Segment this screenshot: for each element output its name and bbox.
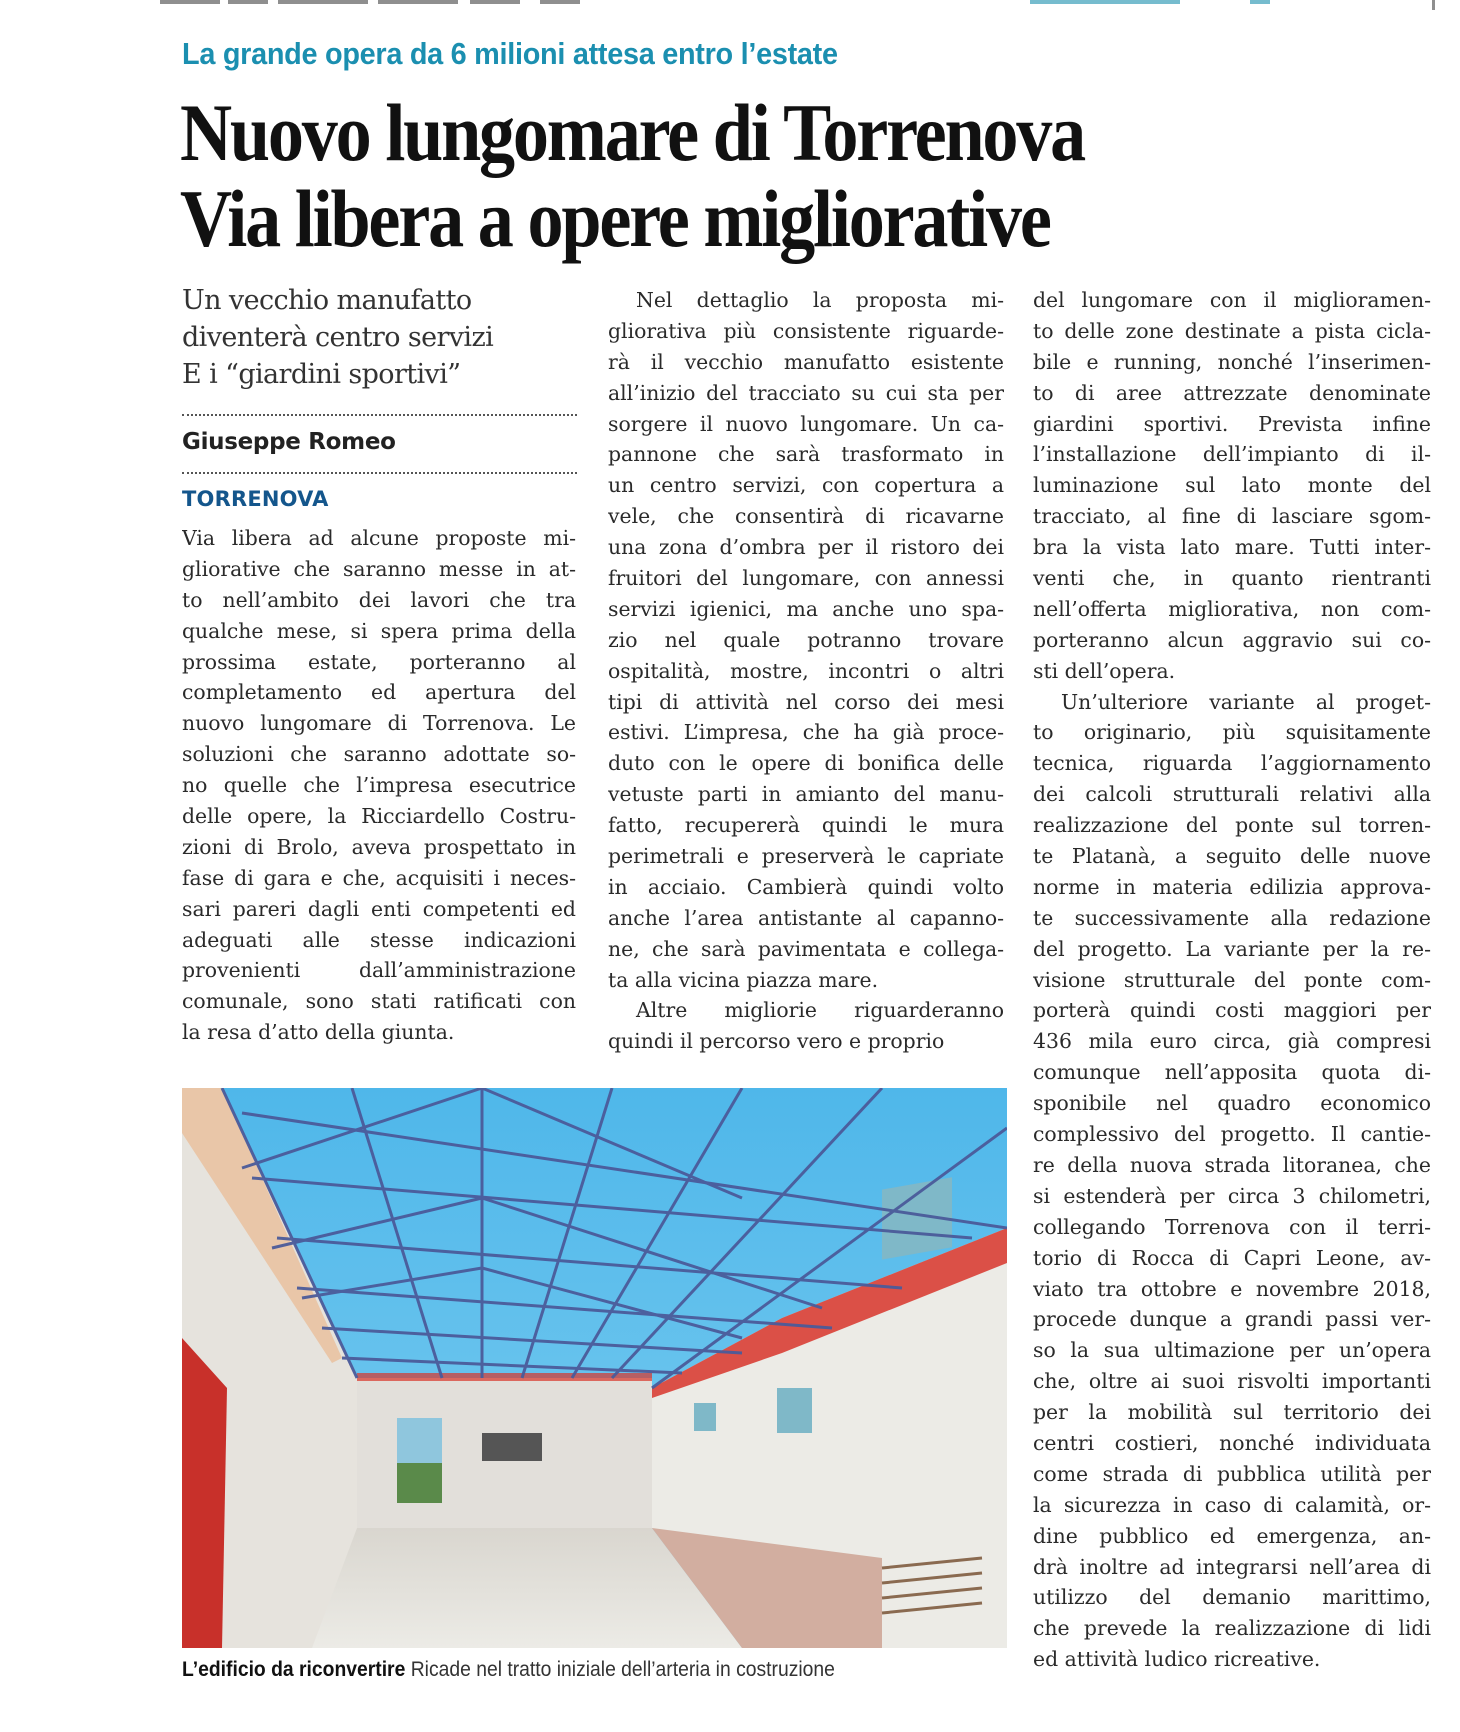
- body-line: sti dell’opera.: [1033, 658, 1176, 683]
- body-line: te Platanà, a seguito delle nuove: [1033, 844, 1431, 869]
- body-line: all’inizio del tracciato su cui sta per: [608, 380, 1004, 405]
- body-line: dine pubblico ed emergenza, an-: [1033, 1523, 1431, 1548]
- body-line: Via libera ad alcune proposte mi-: [182, 526, 576, 550]
- body-line: porterà quindi costi maggiori per: [1033, 998, 1431, 1023]
- body-line: re della nuova strada litoranea, che: [1033, 1152, 1431, 1177]
- body-line: quindi il percorso vero e proprio: [608, 1029, 945, 1054]
- body-line: to nell’ambito dei lavori che tra: [182, 587, 576, 612]
- body-line: no quelle che l’impresa esecutrice: [182, 773, 576, 798]
- body-line: torio di Rocca di Capri Leone, av-: [1033, 1245, 1431, 1270]
- body-line: te successivamente alla redazione: [1033, 905, 1431, 930]
- body-line: viato tra ottobre e novembre 2018,: [1033, 1276, 1431, 1301]
- body-line: pannone che sarà trasformato in: [608, 442, 1004, 467]
- body-line: sorgere il nuovo lungomare. Un ca-: [608, 411, 1004, 436]
- body-line: bile e running, nonché l’inserimen-: [1033, 349, 1431, 374]
- body-line: delle opere, la Ricciardello Costru-: [182, 804, 576, 829]
- dotted-divider: [182, 414, 577, 416]
- kicker: La grande opera da 6 milioni attesa entro l’estate: [182, 36, 838, 71]
- body-line: per la mobilità sul territorio dei: [1033, 1400, 1431, 1425]
- body-line: Nel dettaglio la proposta mi-: [636, 288, 1004, 312]
- body-line: to originario, più squisitamente: [1033, 720, 1431, 745]
- body-line: procede dunque a grandi passi ver-: [1033, 1307, 1431, 1332]
- body-line: come strada di pubblica utilità per: [1033, 1461, 1431, 1486]
- caption-title: L’edificio da riconvertire: [182, 1658, 406, 1681]
- headline-line-1: Nuovo lungomare di Torrenova: [180, 87, 1085, 178]
- body-line: perimetrali e preserverà le capriate: [608, 844, 1004, 869]
- body-line: collegando Torrenova con il terri-: [1033, 1214, 1431, 1239]
- body-line: che prevede la realizzazione di lidi: [1033, 1616, 1431, 1641]
- body-line: ed attività ludico ricreative.: [1033, 1647, 1321, 1672]
- body-line: comunque nell’apposita quota di-: [1033, 1060, 1431, 1085]
- body-line: prossima estate, porteranno al: [182, 649, 576, 674]
- body-line: servizi igienici, ma anche uno spa-: [608, 596, 1004, 621]
- body-line: soluzioni che saranno adottate so-: [182, 742, 576, 767]
- photo-building-interior: [182, 1088, 1007, 1648]
- body-column-2: [608, 285, 1004, 1057]
- body-line: rà il vecchio manufatto esistente: [608, 349, 1004, 374]
- body-line: completamento ed apertura del: [182, 680, 576, 705]
- headline-line-2: Via libera a opere migliorative: [180, 173, 1050, 264]
- body-line: fase di gara e che, acquisiti i neces-: [182, 865, 576, 890]
- body-column-3: [1033, 285, 1431, 1675]
- body-line: ospitalità, mostre, incontri o altri: [608, 658, 1004, 683]
- body-line: anche l’area antistante al capanno-: [608, 905, 1004, 930]
- body-line: zioni di Brolo, aveva prospettato in: [182, 834, 576, 859]
- body-line: l’installazione dell’impianto di il-: [1033, 442, 1431, 467]
- subhead-line: E i “giardini sportivi”: [182, 359, 461, 390]
- body-line: to delle zone destinate a pista cicla-: [1033, 318, 1431, 343]
- body-line: nell’offerta migliorativa, non com-: [1033, 596, 1431, 621]
- body-line: ta alla vicina piazza mare.: [608, 967, 879, 992]
- subhead-line: Un vecchio manufatto: [182, 285, 472, 316]
- body-line: sari pareri dagli enti competenti ed: [182, 896, 576, 921]
- caption-text: Ricade nel tratto iniziale dell’arteria in costruzione: [405, 1658, 835, 1681]
- body-line: tecnica, riguarda l’aggiornamento: [1033, 751, 1431, 776]
- body-line: sponibile nel quadro economico: [1033, 1091, 1431, 1116]
- body-column-1: [182, 523, 576, 1048]
- body-line: 436 mila euro circa, già compresi: [1033, 1029, 1431, 1054]
- body-line: estivi. L’impresa, che ha già proce-: [608, 720, 1004, 745]
- body-line: utilizzo del demanio marittimo,: [1033, 1585, 1431, 1610]
- body-line: la resa d’atto della giunta.: [182, 1020, 455, 1045]
- body-line: realizzazione del ponte sul torren-: [1033, 813, 1431, 838]
- body-line: gliorative che saranno messe in at-: [182, 556, 576, 581]
- body-line: visione strutturale del ponte com-: [1033, 967, 1431, 992]
- dotted-divider: [182, 472, 577, 474]
- body-line: dei calcoli strutturali relativi alla: [1033, 782, 1431, 807]
- body-line: vetuste parti in amianto del manu-: [608, 782, 1004, 807]
- body-line: gliorativa più consistente riguarde-: [608, 318, 1004, 343]
- body-line: del lungomare con il miglioramen-: [1033, 288, 1431, 312]
- body-line: un centro servizi, con copertura a: [608, 473, 1004, 498]
- body-line: norme in materia edilizia approva-: [1033, 874, 1431, 899]
- body-line: provenienti dall’amministrazione: [182, 958, 576, 983]
- body-line: fatto, recupererà quindi le mura: [608, 813, 1004, 838]
- article-photo: [182, 1088, 1007, 1648]
- body-line: porteranno alcun aggravio sui co-: [1033, 627, 1431, 652]
- body-line: che, oltre ai suoi risvolti importanti: [1033, 1369, 1431, 1394]
- headline: [180, 87, 1085, 264]
- dateline: TORRENOVA: [182, 487, 329, 511]
- body-line: adeguati alle stesse indicazioni: [182, 927, 576, 952]
- body-line: complessivo del progetto. Il cantie-: [1033, 1122, 1431, 1147]
- body-line: una zona d’ombra per il ristoro dei: [608, 535, 1004, 560]
- body-line: Un’ulteriore variante al proget-: [1061, 689, 1431, 714]
- body-line: qualche mese, si spera prima della: [182, 618, 576, 643]
- body-line: nuovo lungomare di Torrenova. Le: [182, 711, 576, 736]
- body-line: del progetto. La variante per la re-: [1033, 936, 1431, 961]
- body-line: duto con le opere di bonifica delle: [608, 751, 1004, 776]
- photo-caption: [182, 1658, 835, 1682]
- author-byline: Giuseppe Romeo: [182, 429, 396, 455]
- body-line: so la sua ultimazione per un’opera: [1033, 1338, 1431, 1363]
- body-line: giardini sportivi. Prevista infine: [1033, 411, 1431, 436]
- body-line: tracciato, al fine di lasciare sgom-: [1033, 504, 1431, 529]
- body-line: in acciaio. Cambierà quindi volto: [608, 874, 1004, 899]
- previous-page-edge: [0, 0, 1460, 8]
- subhead-line: diventerà centro servizi: [182, 322, 494, 353]
- body-line: venti che, in quanto rientranti: [1033, 566, 1431, 591]
- body-line: vele, che consentirà di ricavarne: [608, 504, 1004, 529]
- body-line: si estenderà per circa 3 chilometri,: [1033, 1183, 1431, 1208]
- body-line: la sicurezza in caso di calamità, or-: [1033, 1492, 1431, 1517]
- body-line: tipi di attività nel corso dei mesi: [608, 689, 1004, 714]
- body-line: fruitori del lungomare, con annessi: [608, 566, 1004, 591]
- body-line: bra la vista lato mare. Tutti inter-: [1033, 535, 1431, 560]
- body-line: luminazione sul lato monte del: [1033, 473, 1431, 498]
- body-line: centri costieri, nonché individuata: [1033, 1430, 1431, 1455]
- body-line: comunale, sono stati ratificati con: [182, 989, 576, 1014]
- subheadline: [182, 282, 582, 393]
- body-line: Altre migliorie riguarderanno: [636, 998, 1004, 1023]
- body-line: zio nel quale potranno trovare: [608, 627, 1004, 652]
- body-line: ne, che sarà pavimentata e collega-: [608, 936, 1004, 961]
- body-line: to di aree attrezzate denominate: [1033, 380, 1431, 405]
- body-line: drà inoltre ad integrarsi nell’area di: [1033, 1554, 1431, 1579]
